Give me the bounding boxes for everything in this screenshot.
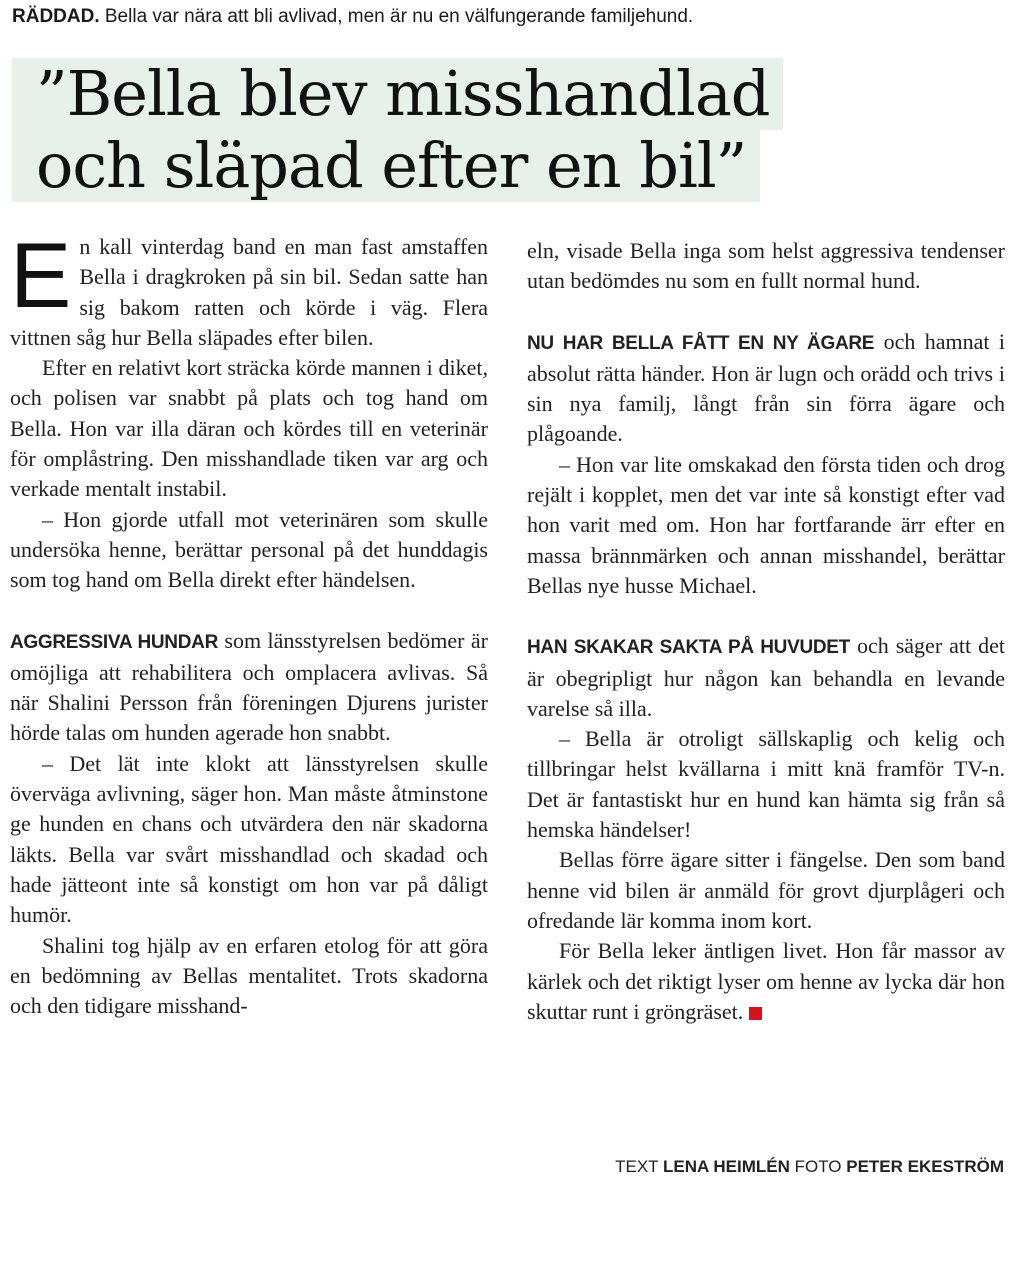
byline-credits — [615, 1157, 1004, 1177]
paragraph: – Hon var lite omskakad den första tiden och drog rejält i kopplet, men det var inte så konstigt efter vad hon varit med om. Hon har fortfarande ärr efter en massa brännmärken och annan misshandel, berättar Bellas nye husse Michael. — [527, 451, 1005, 598]
paragraph: eln, visade Bella inga som helst aggressiva tendenser utan bedömdes nu som en fullt normal hund. — [527, 238, 1005, 294]
author-name: LENA HEIMLÉN — [662, 1157, 790, 1176]
caption-text: Bella var nära att bli avlivad, men är nu en välfungerande familjehund. — [99, 6, 694, 27]
paragraph-text: och säger att det är obegripligt hur någon kan behandla en levande varelse så illa. — [527, 633, 1005, 721]
headline-line-1: ”Bella blev misshandlad — [12, 58, 783, 130]
paragraph: – Det lät inte klokt att länsstyrelsen skulle överväga avlivning, säger hon. Man måste åtminstone ge hunden en chans och utvärdera den när skadorna läkts. Bella var svårt misshandlad och skadad och hade jätteont inte så konstigt om hon var på dåligt humör. — [10, 750, 488, 928]
paragraph-text: För Bella leker äntligen livet. Hon får massor av kärlek och det riktigt lyser om henne av lycka där hon skuttar runt i gröngräset. — [527, 938, 1005, 1024]
text-label: TEXT — [615, 1157, 659, 1176]
paragraph — [10, 225, 488, 353]
subhead: NU HAR BELLA FÅTT EN NY ÄGARE — [527, 332, 875, 354]
paragraph — [10, 626, 488, 749]
photographer-name: PETER EKESTRÖM — [846, 1157, 1004, 1176]
drop-cap: E — [10, 225, 72, 327]
photo-label: FOTO — [794, 1157, 842, 1176]
caption-lead: RÄDDAD. — [12, 6, 100, 27]
subhead: AGGRESSIVA HUNDAR — [10, 631, 218, 653]
left-column — [10, 225, 488, 1021]
subhead: HAN SKAKAR SAKTA PÅ HUVUDET — [527, 637, 850, 659]
paragraph-text: som länsstyrelsen bedömer är omöjliga att rehabilitera och omplacera avlivas. Så när Shalini Persson från föreningen Djurens jurister hörde talas om hunden agerade hon snabbt. — [10, 627, 488, 746]
headline-line-2: och släpad efter en bil” — [12, 130, 760, 202]
headline — [12, 58, 848, 202]
photo-caption — [12, 6, 693, 28]
paragraph: – Bella är otroligt sällskaplig och kelig och tillbringar helst kvällarna i mitt knä framför TV-n. Det är fantastiskt hur en hund kan hämta sig från så hemska händelser! — [527, 726, 1005, 843]
end-mark-icon — [749, 1007, 762, 1020]
paragraph — [527, 631, 1005, 724]
paragraph-text: och hamnat i absolut rätta händer. Hon är lugn och orädd och trivs i sin nya familj, långt från sin förra ägare och plågoande. — [527, 328, 1005, 447]
paragraph-text: n kall vinterdag band en man fast amstaffen Bella i dragkroken på sin bil. Sedan satte han sig bakom ratten och körde i väg. Flera vittnen såg hur Bella släpades efter bilen. — [10, 234, 488, 350]
paragraph: – Hon gjorde utfall mot veterinären som skulle undersöka henne, berättar personal på det hunddagis som tog hand om Bella direkt efter händelsen. — [10, 506, 488, 593]
paragraph — [527, 936, 1005, 1027]
paragraph — [527, 327, 1005, 450]
paragraph: Shalini tog hjälp av en erfaren etolog för att göra en bedömning av Bellas mentalitet. Trots skadorna och den tidigare misshand- — [10, 932, 488, 1019]
right-column — [527, 236, 1005, 1027]
paragraph: Efter en relativt kort sträcka körde mannen i diket, och polisen var snabbt på plats och tog hand om Bella. Hon var illa däran och kördes till en veterinär för omplåstring. Den misshandlade tiken var arg och verkade mentalt instabil. — [10, 355, 488, 502]
paragraph: Bellas förre ägare sitter i fängelse. Den som band henne vid bilen är anmäld för grovt djurplågeri och ofredande lär komma inom kort. — [527, 847, 1005, 933]
